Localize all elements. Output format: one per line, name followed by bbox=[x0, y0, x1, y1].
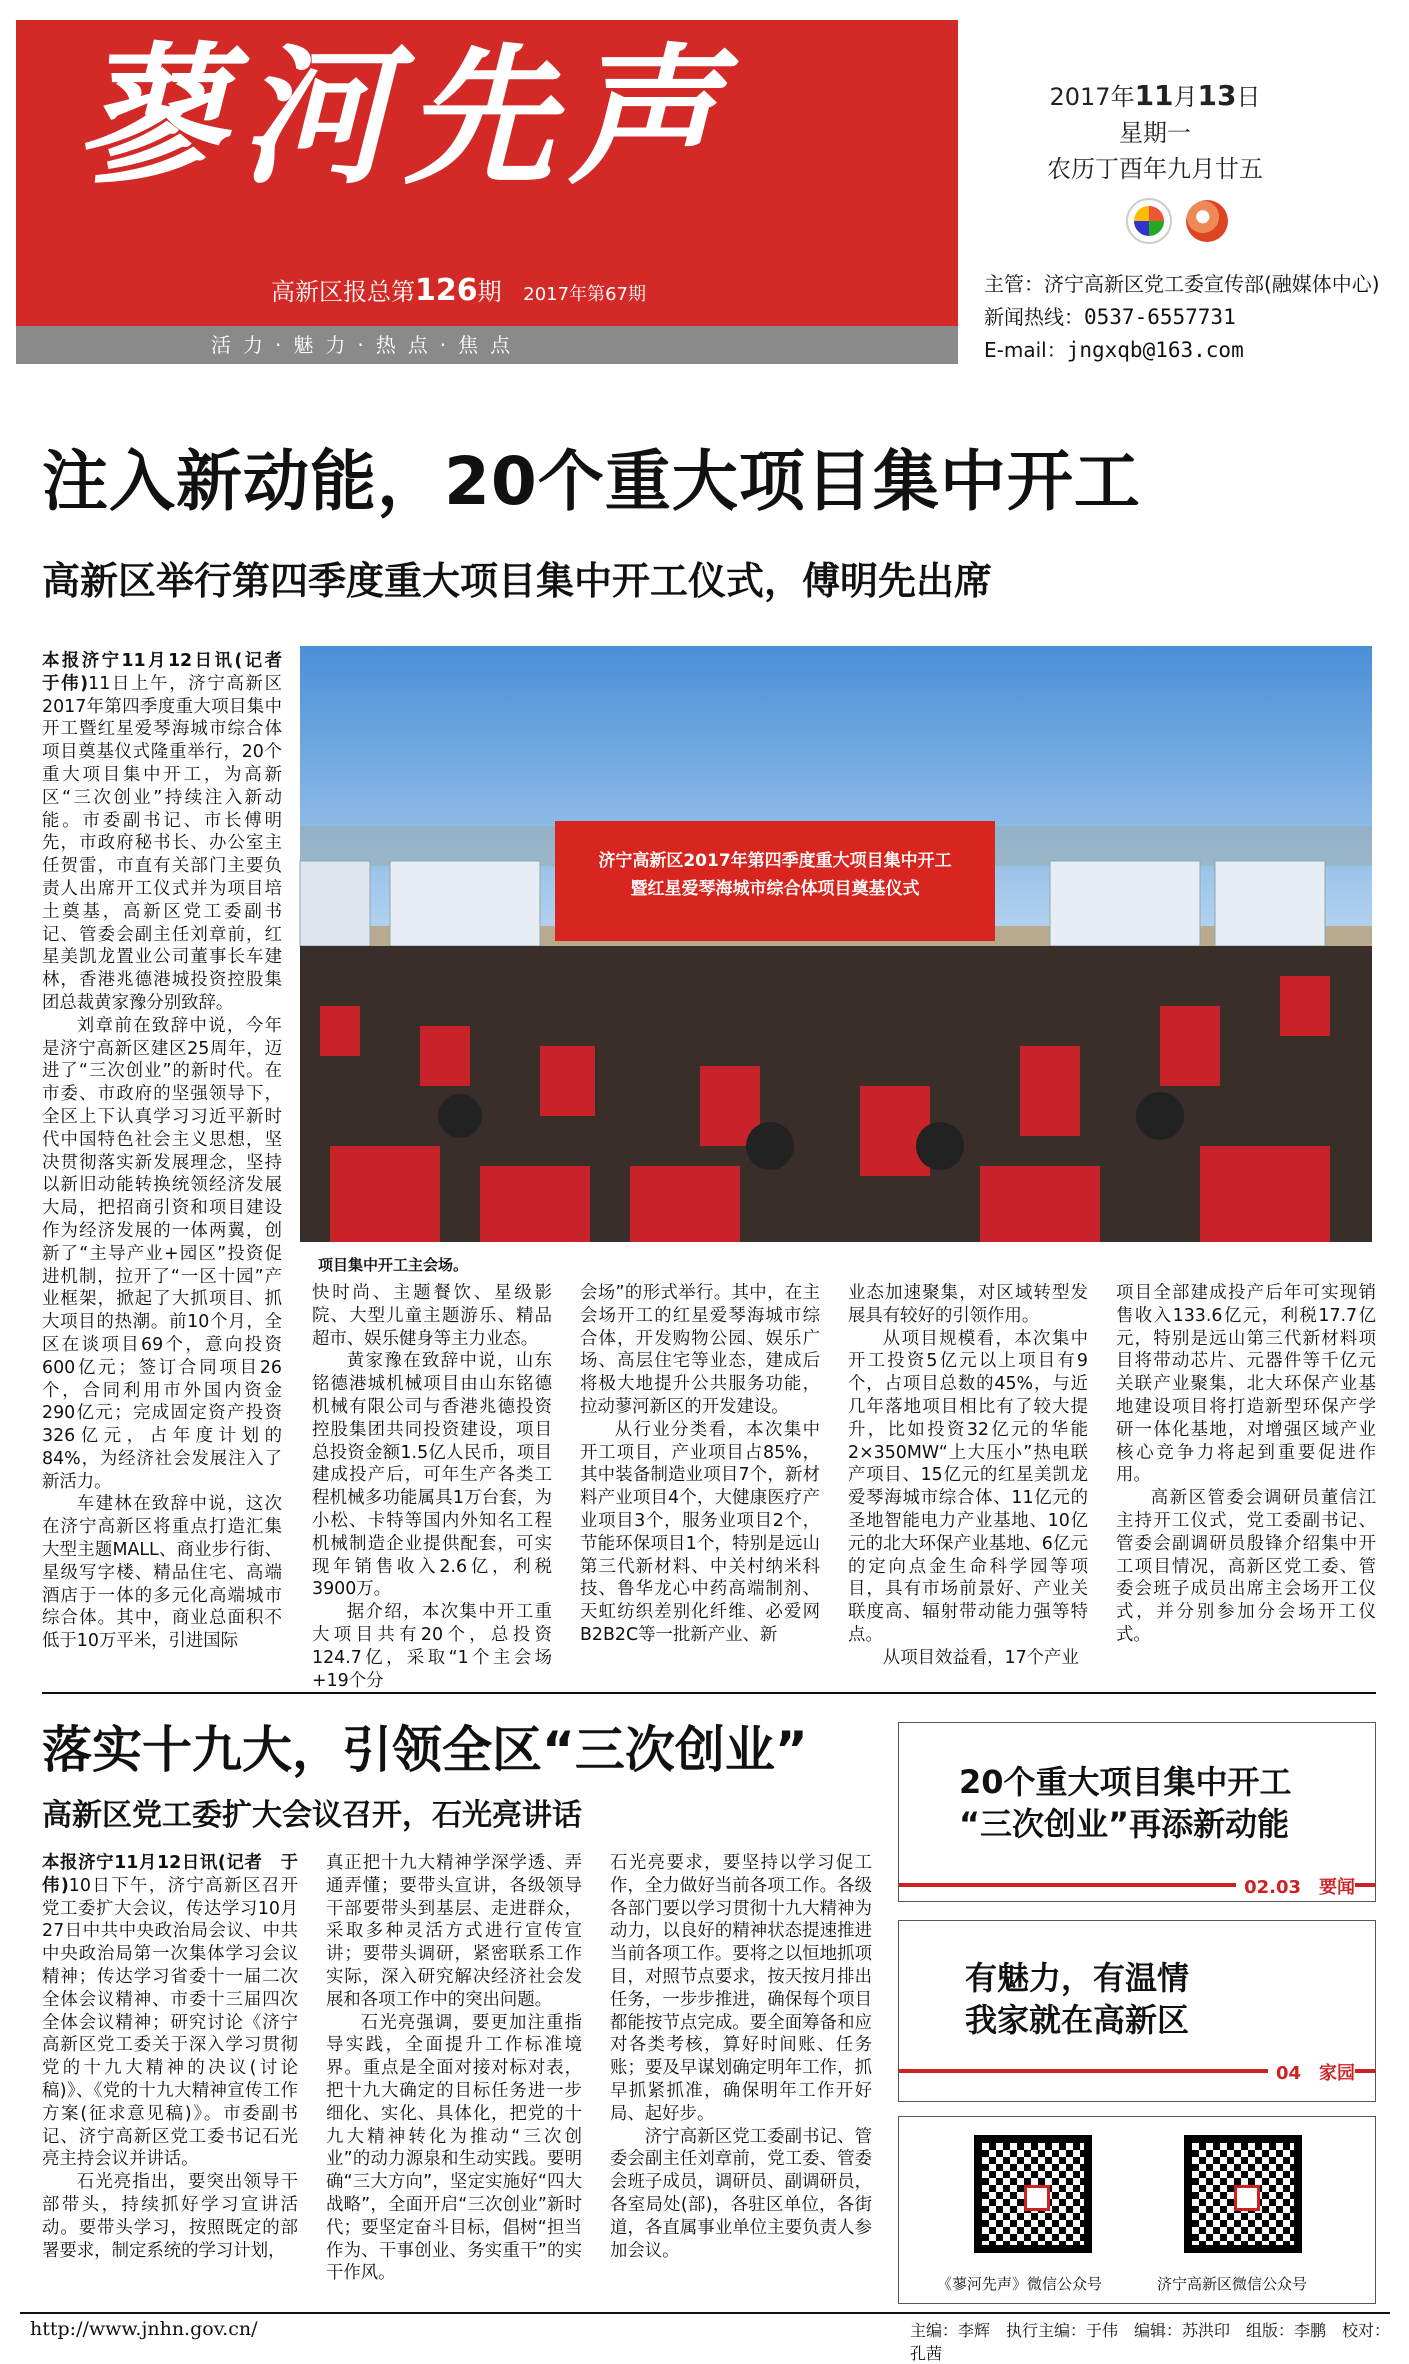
banner-line-2: 暨红星爱琴海城市综合体项目奠基仪式 bbox=[630, 879, 920, 899]
footer-divider bbox=[20, 2312, 1390, 2314]
photo-caption: 项目集中开工主会场。 bbox=[318, 1256, 469, 1274]
lead-paragraph: 从行业分类看，本次集中开工项目，产业项目占85%，其中装备制造业项目7个，新材料产业项目4个，大健康医疗产业项目3个，服务业项目2个，节能环保项目1个，特别是远山第三代新材料、中关村纳米科技、鲁华龙心中药高端制剂、天虹纺织差别化纤维、必爱网B2B2C等一批新产业、新 bbox=[580, 1419, 820, 1645]
section-divider bbox=[42, 1692, 1376, 1694]
year-issue: 2017年第67期 bbox=[523, 284, 646, 305]
issue-number bbox=[271, 272, 646, 308]
banner-line-1: 济宁高新区2017年第四季度重大项目集中开工 bbox=[598, 851, 952, 871]
lead-paragraph: 刘章前在致辞中说，今年是济宁高新区建区25周年，迈进了“三次创业”的新时代。在市委、市政府的坚强领导下，全区上下认真学习习近平新时代中国特色社会主义思想，坚决贯彻落实新发展理念，坚持以新旧动能转换统领经济发展大局，把招商引资和项目建设作为经济发展的一体两翼，创新了“主导产业+园区”投资促进机制，拉开了“一区十园”产业框架，掀起了大抓项目、抓大项目的热潮。前10个月，全区在谈项目69个，意向投资600亿元；签订合同项目26个，合同利用市外国内资金290亿元；完成固定资产投资326亿元，占年度计划的84%，为经济社会发展注入了新活力。 bbox=[42, 1015, 282, 1492]
masthead bbox=[16, 20, 958, 364]
date-year: 2017年 bbox=[1049, 83, 1135, 111]
contact-info bbox=[984, 268, 1380, 367]
lead-paragraph: 快时尚、主题餐饮、星级影院、大型儿童主题游乐、精品超市、娱乐健身等主力业态。 bbox=[312, 1283, 552, 1349]
second-headline: 落实十九大，引领全区“三次创业” bbox=[42, 1721, 808, 1779]
promo-page-tag: 04 家园 bbox=[1268, 2059, 1355, 2085]
lead-subhead: 高新区举行第四季度重大项目集中开工仪式，傅明先出席 bbox=[42, 559, 993, 603]
qr-code-icon[interactable] bbox=[1184, 2135, 1302, 2253]
second-paragraph: 10日下午，济宁高新区召开党工委扩大会议，传达学习10月27日中共中央政治局会议、中共中央政治局第一次集体学习会议精神；传达学习省委十一届二次全体会议精神、市委十三届四次全体会议精神；研究讨论《济宁高新区党工委关于深入学习贯彻党的十九大精神的决议(讨论稿)》、《党的十九大精神宣传工作方案(征求意见稿)》。市委副书记、济宁高新区党工委书记石光亮主持会议并讲话。 bbox=[42, 1875, 298, 2170]
display-board bbox=[390, 861, 540, 946]
promo-title-line-1: 20个重大项目集中开工 bbox=[959, 1763, 1292, 1801]
lead-paragraph: 车建林在致辞中说，这次在济宁高新区将重点打造汇集大型主题MALL、商业步行街、星级写字楼、精品住宅、高端酒店于一体的多元化高端城市综合体。其中，商业总面积不低于10万平米，引进国际 bbox=[42, 1494, 282, 1652]
lead-column-3 bbox=[580, 1282, 820, 1682]
logo-group bbox=[1128, 200, 1228, 242]
hotline-number: 0537-6557731 bbox=[1084, 305, 1236, 329]
masthead-slogan: 活力·魅力·热点·焦点 bbox=[16, 326, 958, 364]
hightech-logo-icon bbox=[1186, 200, 1228, 242]
hotline-label: 新闻热线： bbox=[984, 305, 1084, 329]
date-month-suffix: 月 bbox=[1173, 83, 1198, 111]
qr-code-icon[interactable] bbox=[974, 2135, 1092, 2253]
lead-paragraph: 从项目规模看，本次集中开工投资5亿元以上项目有9个，占项目总数的45%，与近几年落地项目相比有了较大提升，比如投资32亿元的华能2×350MW“上大压小”热电联产项目、15亿元的红星美凯龙爱琴海城市综合体、11亿元的圣地智能电力产业基地、10亿元的北大环保产业基地、6亿元的定向点金生命科学园等项目，具有市场前景好、产业关联度高、辐射带动能力强等特点。 bbox=[848, 1328, 1088, 1645]
second-column-3 bbox=[610, 1852, 872, 2288]
second-paragraph: 石光亮强调，要更加注重指导实践，全面提升工作标准境界。重点是全面对接对标对表，把十九大确定的目标任务进一步细化、实化、具体化，把党的十九大精神转化为推动“三次创业”的动力源泉和生动实践。要明确“三大方向”，坚定实施好“四大战略”，全面开启“三次创业”新时代；要坚定奋斗目标，倡树“担当作为、干事创业、务实重干”的实干作风。 bbox=[326, 2012, 582, 2284]
qr-caption: 济宁高新区微信公众号 bbox=[1157, 2275, 1308, 2293]
promo-box-news[interactable] bbox=[898, 1722, 1376, 1902]
lead-dateline: 本报济宁11月12日讯(记者 于伟) bbox=[42, 651, 300, 694]
lead-paragraph: 据介绍，本次集中开工重大项目共有20个，总投资124.7亿，采取“1个主会场+19个分 bbox=[312, 1602, 552, 1691]
lead-column-2 bbox=[312, 1282, 552, 1691]
lead-paragraph: 会场”的形式举行。其中，在主会场开工的红星爱琴海城市综合体，开发购物公园、娱乐广场、高层住宅等业态，建成后将极大地提升公共服务功能，拉动蓼河新区的开发建设。 bbox=[580, 1283, 820, 1417]
publish-date bbox=[990, 78, 1320, 115]
ceremony-photo bbox=[300, 646, 1372, 1242]
second-paragraph: 石光亮指出，要突出领导干部带头，持续抓好学习宣讲活动。要带头学习，按照既定的部署要求，制定系统的学习计划， bbox=[42, 2172, 298, 2261]
second-paragraph: 济宁高新区党工委副书记、管委会副主任刘章前，党工委、管委会班子成员，调研员、副调研员，各室局处(部)，各驻区单位，各街道，各直属事业单位主要负责人参加会议。 bbox=[610, 2126, 872, 2261]
media-logo-icon bbox=[1128, 200, 1170, 242]
second-column-2 bbox=[326, 1852, 582, 2288]
lead-paragraph: 黄家豫在致辞中说，山东铭德港城机械项目由山东铭德机械有限公司与香港兆德投资控股集团共同投资建设，项目总投资金额1.5亿人民币，项目建成投产后，可年生产各类工程机械多功能属具1万台套，为小松、卡特等国内外知名工程机械制造企业提供配套，可实现年销售收入2.6亿，利税3900万。 bbox=[312, 1351, 552, 1600]
date-block bbox=[990, 78, 1320, 187]
date-day: 13 bbox=[1197, 79, 1237, 112]
issue-suffix: 期 bbox=[477, 278, 502, 306]
display-board bbox=[300, 861, 370, 946]
email-address: jngxqb@163.com bbox=[1066, 338, 1244, 362]
weekday: 星期一 bbox=[1119, 119, 1191, 147]
promo-title-line-2: 我家就在高新区 bbox=[965, 2001, 1190, 2039]
qr-caption: 《蓼河先声》微信公众号 bbox=[937, 2275, 1103, 2293]
display-board bbox=[1215, 861, 1325, 946]
second-paragraph: 真正把十九大精神学深学透、弄通弄懂；要带头宣讲，各级领导干部要带头到基层、走进群众，采取多种灵活方式进行宣传宣讲；要带头调研，紧密联系工作实际，深入研究解决经济社会发展和各项工作中的突出问题。 bbox=[326, 1853, 582, 2010]
second-dateline: 本报济宁11月12日讯(记者 于伟) bbox=[42, 1853, 298, 1896]
qr-box bbox=[898, 2116, 1376, 2304]
second-column-1 bbox=[42, 1852, 298, 2288]
lead-paragraph: 业态加速聚集，对区域转型发展具有较好的引领作用。 bbox=[848, 1283, 1088, 1326]
lead-paragraph: 11日上午，济宁高新区2017年第四季度重大项目集中开工暨红星爱琴海城市综合体项目奠基仪式隆重举行，20个重大项目集中开工，为高新区“三次创业”持续注入新动能。市委副书记、市长傅明先，市政府秘书长、办公室主任贺雷，市直有关部门主要负责人出席开工仪式并为项目培土奠基，高新区党工委副书记、管委会副主任刘章前，红星美凯龙置业公司董事长车建林，香港兆德港城投资控股集团总裁黄家豫分别致辞。 bbox=[42, 673, 282, 1013]
newspaper-title: 蓼河先声 bbox=[76, 29, 733, 205]
promo-page-tag: 02.03 要闻 bbox=[1236, 1873, 1355, 1899]
lead-paragraph: 高新区管委会调研员董信江主持开工仪式，党工委副书记、管委会副调研员殷锋介绍集中开工项目情况，高新区党工委、管委会班子成员出席主会场开工仪式，并分别参加分会场开工仪式。 bbox=[1116, 1488, 1376, 1645]
promo-title-line-2: “三次创业”再添新动能 bbox=[959, 1805, 1290, 1843]
lead-paragraph: 从项目效益看，17个产业 bbox=[882, 1647, 1079, 1668]
promo-box-home[interactable] bbox=[898, 1920, 1376, 2102]
date-day-suffix: 日 bbox=[1236, 83, 1261, 111]
display-board bbox=[1050, 861, 1200, 946]
lead-column-4 bbox=[848, 1282, 1088, 1682]
lead-photo bbox=[300, 646, 1372, 1242]
editorial-staff: 主编：李辉 执行主编：于伟 编辑：苏洪印 组版：李鹏 校对：孔茜 bbox=[910, 2321, 1391, 2363]
audience bbox=[300, 946, 1372, 1242]
sponsor: 主管：济宁高新区党工委宣传部(融媒体中心) bbox=[984, 272, 1380, 296]
lead-paragraph: 项目全部建成投产后年可实现销售收入133.6亿元，利税17.7亿元，特别是远山第三代新材料项目将带动芯片、元器件等千亿元关联产业聚集，北大环保产业基地建设项目将打造新型环保产学研一体化基地，对增强区域产业核心竞争力将起到重要促进作用。 bbox=[1116, 1283, 1376, 1486]
lead-headline: 注入新动能，20个重大项目集中开工 bbox=[42, 443, 1141, 520]
second-paragraph: 石光亮要求，要坚持以学习促工作，全力做好当前各项工作。各级各部门要以学习贯彻十九大精神为动力，以良好的精神状态提速推进当前各项工作。要将之以恒地抓项目，对照节点要求，按天按月排出任务，一步步推进，确保每个项目都能按节点完成。要全面筹备和应对各类考核，算好时间账、任务账；要及早谋划确定明年工作，抓早抓紧抓准，确保明年工作开好局、起好步。 bbox=[610, 1853, 872, 2124]
email-label: E-mail： bbox=[984, 338, 1067, 362]
lead-column-5 bbox=[1116, 1282, 1376, 1682]
promo-title-line-1: 有魅力，有温情 bbox=[965, 1959, 1190, 1997]
date-month: 11 bbox=[1134, 79, 1174, 112]
website-link[interactable]: http://www.jnhn.gov.cn/ bbox=[30, 2318, 258, 2340]
second-subhead: 高新区党工委扩大会议召开，石光亮讲话 bbox=[42, 1798, 582, 1833]
lunar-date: 农历丁酉年九月廿五 bbox=[1047, 155, 1263, 183]
email bbox=[984, 334, 1380, 367]
issue-prefix: 高新区报总第 bbox=[271, 278, 415, 306]
hotline bbox=[984, 301, 1380, 334]
lead-column-1 bbox=[42, 650, 300, 1682]
issue-number-value: 126 bbox=[415, 273, 478, 308]
